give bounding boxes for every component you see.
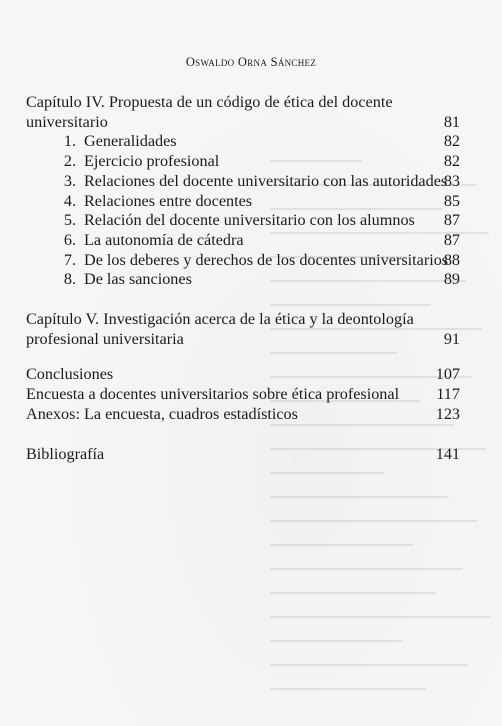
toc-entry-number: 1. [63,132,76,151]
toc-survey [26,385,460,405]
toc-entry-number: 3. [63,171,76,190]
toc-entry-number: 4. [63,191,76,210]
toc-entry-label: De los deberes y derechos de los docentes universitarios [84,250,449,269]
toc-chapter-4-title-cont: universitario [26,112,108,131]
toc-entry-label: Anexos: La encuesta, cuadros estadísticos [26,404,298,423]
toc-entry-number: 7. [63,250,76,269]
toc-page-number: 89 [443,270,460,289]
toc-entry-label: De las sanciones [84,270,192,289]
table-of-contents [26,93,460,464]
toc-page-number: 123 [435,404,460,423]
toc-page-number: 87 [443,230,460,249]
toc-entry-label: La autonomía de cátedra [84,230,244,249]
toc-entry-label: Relaciones entre docentes [84,191,253,210]
toc-entry-number: 2. [63,152,76,171]
toc-chapter-4-title-line1 [26,93,460,113]
toc-entry-number: 8. [63,270,76,289]
toc-chapter-4-title-line2 [26,113,460,133]
toc-page-number: 88 [443,250,460,269]
toc-chapter-5-title: Capítulo V. Investigación acerca de la ética y la deontología [26,310,414,329]
toc-page-number: 85 [443,191,460,210]
toc-entry-number: 5. [63,211,76,230]
toc-entry-label: Ejercicio profesional [84,152,220,171]
toc-bibliography [26,445,460,465]
toc-entry [26,172,460,192]
toc-page-number: 81 [443,112,460,131]
toc-page-number: 82 [443,132,460,151]
toc-page-number: 141 [435,444,460,463]
toc-entry [26,270,460,290]
toc-chapter-4-title: Capítulo IV. Propuesta de un código de ética del docente [26,93,393,111]
toc-entry-label: Conclusiones [26,365,114,384]
toc-annexes [26,405,460,425]
toc-entry [26,132,460,152]
toc-entry [26,192,460,212]
toc-page-number: 117 [436,385,460,404]
toc-chapter-5-title-line2 [26,330,460,350]
toc-entry-number: 6. [63,230,76,249]
running-head: Oswaldo Orna Sánchez [185,55,317,69]
toc-conclusions [26,365,460,385]
toc-entry-label: Relaciones del docente universitario con las autoridades [84,171,448,190]
toc-page-number: 107 [435,365,460,384]
toc-entry [26,251,460,271]
toc-entry-label: Relación del docente universitario con los alumnos [84,211,415,230]
toc-page-number: 83 [443,171,460,190]
toc-page-number: 82 [443,152,460,171]
toc-page-number: 87 [443,211,460,230]
toc-entry-label: Encuesta a docentes universitarios sobre ética profesional [26,385,400,404]
toc-entry [26,152,460,172]
toc-page-number: 91 [443,329,460,348]
toc-entry [26,211,460,231]
toc-chapter-5-title-line1 [26,310,460,330]
toc-entry [26,231,460,251]
toc-entry-label: Bibliografía [26,444,105,463]
toc-chapter-5-title-cont: profesional universitaria [26,329,184,348]
toc-entry-label: Generalidades [84,132,177,151]
